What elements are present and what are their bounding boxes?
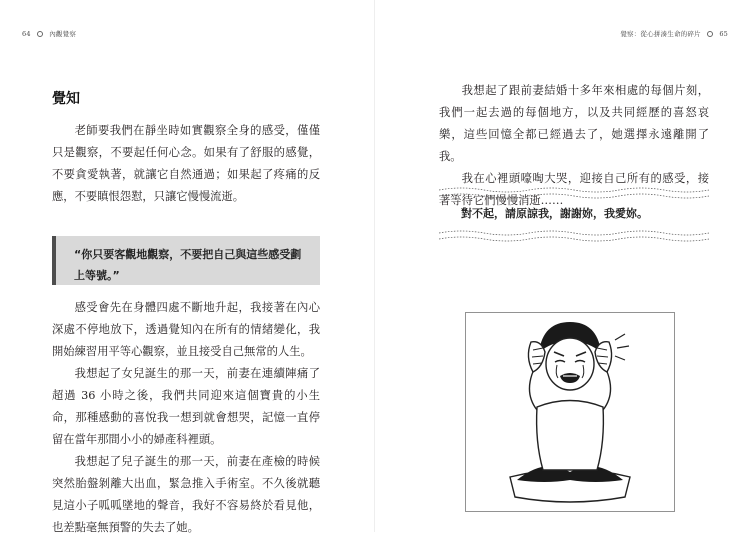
- body-block: [52, 297, 320, 539]
- right-page-number: 65: [719, 30, 728, 38]
- left-page-number: 64: [22, 30, 31, 38]
- intro-block: [52, 120, 320, 208]
- crying-meditator-illustration: [465, 312, 675, 512]
- right-running-head: [620, 29, 728, 38]
- circle-ornament-icon: [37, 31, 43, 37]
- body-paragraph: 我想起了兒子誕生的那一天，前妻在產檢的時候突然胎盤剝離大出血，緊急推入手術室。不久後就聽見這小子呱呱墜地的聲音，我好不容易終於看見他，也差點毫無預警的失去了她。: [52, 455, 320, 534]
- body-paragraph: 我在心裡頭嚎啕大哭，迎接自己所有的感受，接著等待它們慢慢消逝……: [439, 172, 709, 207]
- intro-paragraph: 老師要我們在靜坐時如實觀察全身的感受，僅僅只是觀察，不要起任何心念。如果有了舒服的感覺，不要貪愛執著，就讓它自然通過；如果起了疼痛的反應，不要瞋恨怨懟，只讓它慢慢流逝。: [52, 124, 320, 203]
- body-paragraph: 我想起了女兒誕生的那一天，前妻在連續陣痛了超過 36 小時之後，我們共同迎來這個寶貴的小生命，那種感動的喜悅我一想到就會想哭，記憶一直停留在當年那間小小的婦產科裡頭。: [52, 367, 320, 446]
- section-heading: 覺知: [52, 91, 80, 107]
- right-page: [375, 0, 750, 532]
- left-running-title: 內觀覺察: [49, 30, 77, 38]
- body-paragraph: 感受會先在身體四處不斷地升起，我接著在內心深處不停地放下，透過覺知內在所有的情緒變化，我開始練習用平等心觀察，並且接受自己無常的人生。: [52, 301, 320, 358]
- right-running-title: 覺察：從心拼湊生命的碎片: [620, 30, 701, 38]
- wavy-divider-top: [439, 186, 709, 200]
- body-paragraph: 我想起了跟前妻結婚十多年來相處的每個片刻，我們一起去過的每個地方，以及共同經歷的喜怒哀樂，這些回憶全都已經過去了，她選擇永遠離開了我。: [439, 84, 709, 163]
- wavy-divider-bottom: [439, 229, 709, 243]
- left-running-head: [22, 29, 76, 38]
- apology-line: 對不起，請原諒我，謝謝妳，我愛妳。: [461, 207, 648, 220]
- quote-box: “你只要客觀地觀察，不要把自己與這些感受劃上等號。”: [52, 236, 320, 285]
- left-page: [0, 0, 375, 532]
- circle-ornament-icon: [707, 31, 713, 37]
